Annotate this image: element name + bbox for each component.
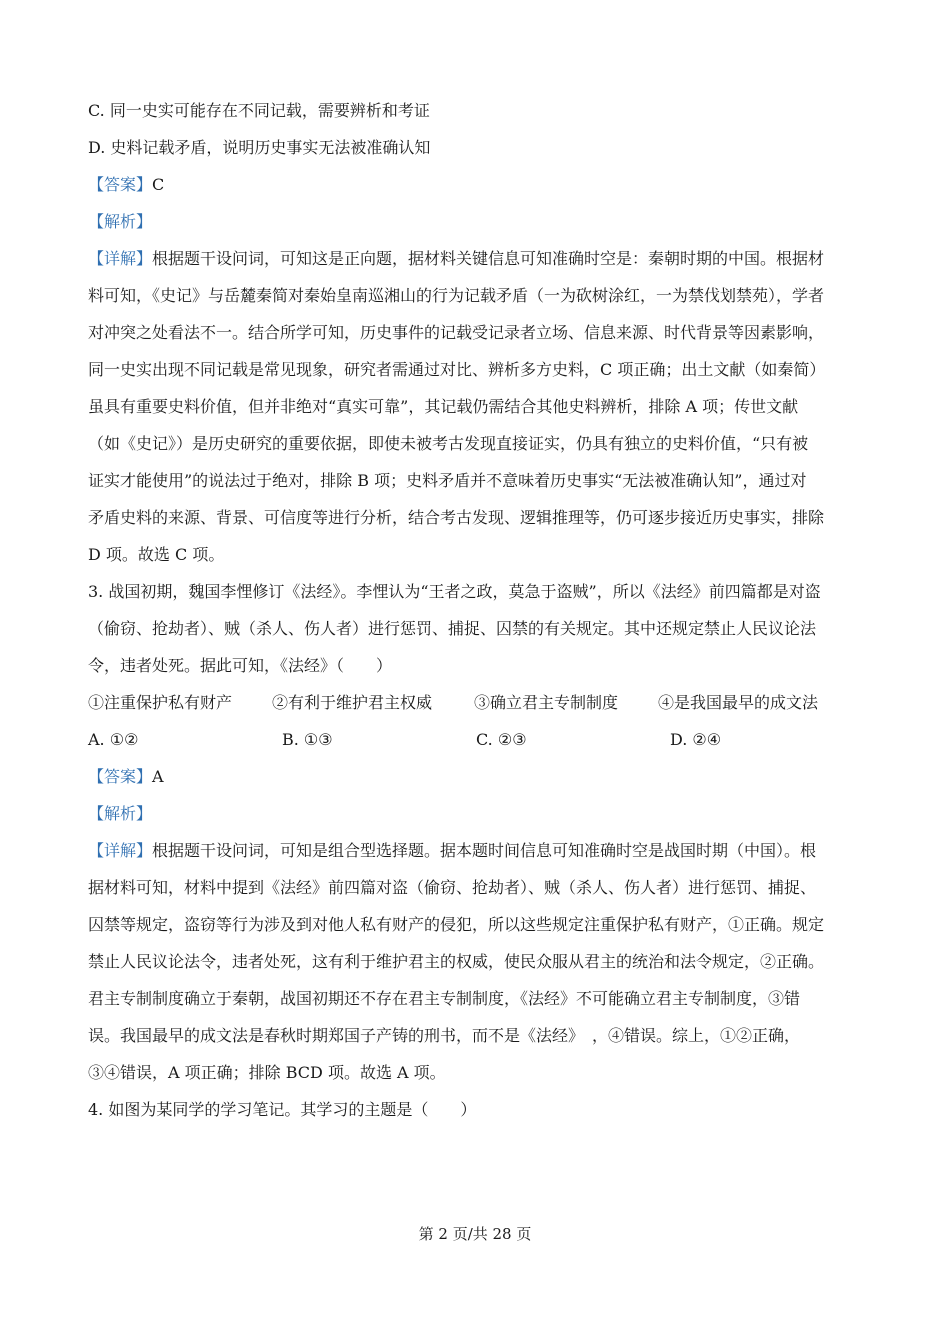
page-content bbox=[88, 92, 864, 1128]
detail-line: 对冲突之处看法不一。结合所学可知，历史事件的记载受记录者立场、信息来源、时代背景等因素影响， bbox=[88, 323, 825, 342]
answer-value: C bbox=[152, 175, 165, 194]
detail-line: 【详解】根据题干设问词，可知这是正向题，据材料关键信息可知准确时空是：秦朝时期的中国。根据材 bbox=[88, 249, 825, 268]
page-footer: 第 2 页/共 28 页 bbox=[418, 1225, 532, 1243]
question-3-choices bbox=[88, 721, 864, 758]
detail-line: D 项。故选 C 项。 bbox=[88, 545, 225, 564]
statement-1: ①注重保护私有财产 bbox=[88, 693, 233, 712]
detail-block-prev bbox=[88, 240, 864, 573]
answer-value: A bbox=[152, 767, 164, 786]
answer-tag: 【答案】 bbox=[88, 767, 153, 786]
choice-b: B. ①③ bbox=[282, 730, 333, 749]
detail-line: 囚禁等规定，盗窃等行为涉及到对他人私有财产的侵犯，所以这些规定注重保护私有财产，①正确。规定 bbox=[88, 915, 825, 934]
choice-d: D. ②④ bbox=[670, 730, 722, 749]
stem-line: （偷窃、抢劫者）、贼（杀人、伤人者）进行惩罚、捕捉、囚禁的有关规定。其中还规定禁止人民议论法 bbox=[88, 619, 817, 638]
answer-line-prev bbox=[88, 166, 864, 203]
detail-line: 【详解】根据题干设问词，可知是组合型选择题。据本题时间信息可知准确时空是战国时期（中国）。根 bbox=[88, 841, 817, 860]
detail-line: 虽具有重要史料价值，但并非绝对“真实可靠”，其记载仍需结合其他史料辨析，排除 A 项；传世文献 bbox=[88, 397, 799, 416]
detail-line: 同一史实出现不同记载是常见现象，研究者需通过对比、辨析多方史料，C 项正确；出土文献（如秦简） bbox=[88, 360, 826, 379]
detail-line: （如《史记》）是历史研究的重要依据，即使未被考古发现直接证实，仍具有独立的史料价值，“只有被 bbox=[88, 434, 809, 453]
analysis-tag: 【解析】 bbox=[88, 212, 153, 231]
statement-4: ④是我国最早的成文法 bbox=[658, 693, 819, 712]
detail-line: 误。我国最早的成文法是春秋时期郑国子产铸的刑书，而不是《法经》 ，④错误。综上，①②正确， bbox=[88, 1026, 801, 1045]
detail-line: 据材料可知，材料中提到《法经》前四篇对盗（偷窃、抢劫者）、贼（杀人、伤人者）进行惩罚、捕捉、 bbox=[88, 878, 817, 897]
analysis-heading-prev bbox=[88, 203, 864, 240]
detail-tag: 【详解】 bbox=[88, 249, 153, 268]
analysis-tag: 【解析】 bbox=[88, 804, 153, 823]
detail-line: 君主专制制度确立于秦朝，战国初期还不存在君主专制制度，《法经》不可能确立君主专制制度，③错 bbox=[88, 989, 801, 1008]
stem-line: 3. 战国初期，魏国李悝修订《法经》。李悝认为“王者之政，莫急于盗贼”，所以《法经》前四篇都是对盗 bbox=[88, 582, 821, 601]
answer-tag: 【答案】 bbox=[88, 175, 153, 194]
question-3-statements bbox=[88, 684, 864, 721]
detail-block-q3 bbox=[88, 832, 864, 1091]
detail-line: 矛盾史料的来源、背景、可信度等进行分析，结合考古发现、逻辑推理等，仍可逐步接近历史事实，排除 bbox=[88, 508, 825, 527]
detail-line: 料可知，《史记》与岳麓秦简对秦始皇南巡湘山的行为记载矛盾（一为砍树涂红，一为禁伐划禁苑），学者 bbox=[88, 286, 825, 305]
statement-2: ②有利于维护君主权威 bbox=[272, 693, 433, 712]
analysis-heading-q3 bbox=[88, 795, 864, 832]
detail-tag: 【详解】 bbox=[88, 841, 153, 860]
statement-3: ③确立君主专制制度 bbox=[474, 693, 619, 712]
choice-c: C. ②③ bbox=[476, 730, 527, 749]
detail-line: 证实才能使用”的说法过于绝对，排除 B 项；史料矛盾并不意味着历史事实“无法被准确认知”，通过对 bbox=[88, 471, 807, 490]
option-c-prev: C. 同一史实可能存在不同记载，需要辨析和考证 bbox=[88, 101, 430, 120]
detail-line: 禁止人民议论法令，违者处死，这有利于维护君主的权威，使民众服从君主的统治和法令规定，②正确。 bbox=[88, 952, 825, 971]
question-4-stem: 4. 如图为某同学的学习笔记。其学习的主题是（ ） bbox=[88, 1100, 477, 1119]
question-3-stem bbox=[88, 573, 864, 684]
detail-line: ③④错误，A 项正确；排除 BCD 项。故选 A 项。 bbox=[88, 1063, 446, 1082]
answer-line-q3 bbox=[88, 758, 864, 795]
stem-line: 令，违者处死。据此可知，《法经》（ ） bbox=[88, 656, 393, 675]
option-d-prev: D. 史料记载矛盾，说明历史事实无法被准确认知 bbox=[88, 138, 431, 157]
choice-a: A. ①② bbox=[88, 730, 139, 749]
